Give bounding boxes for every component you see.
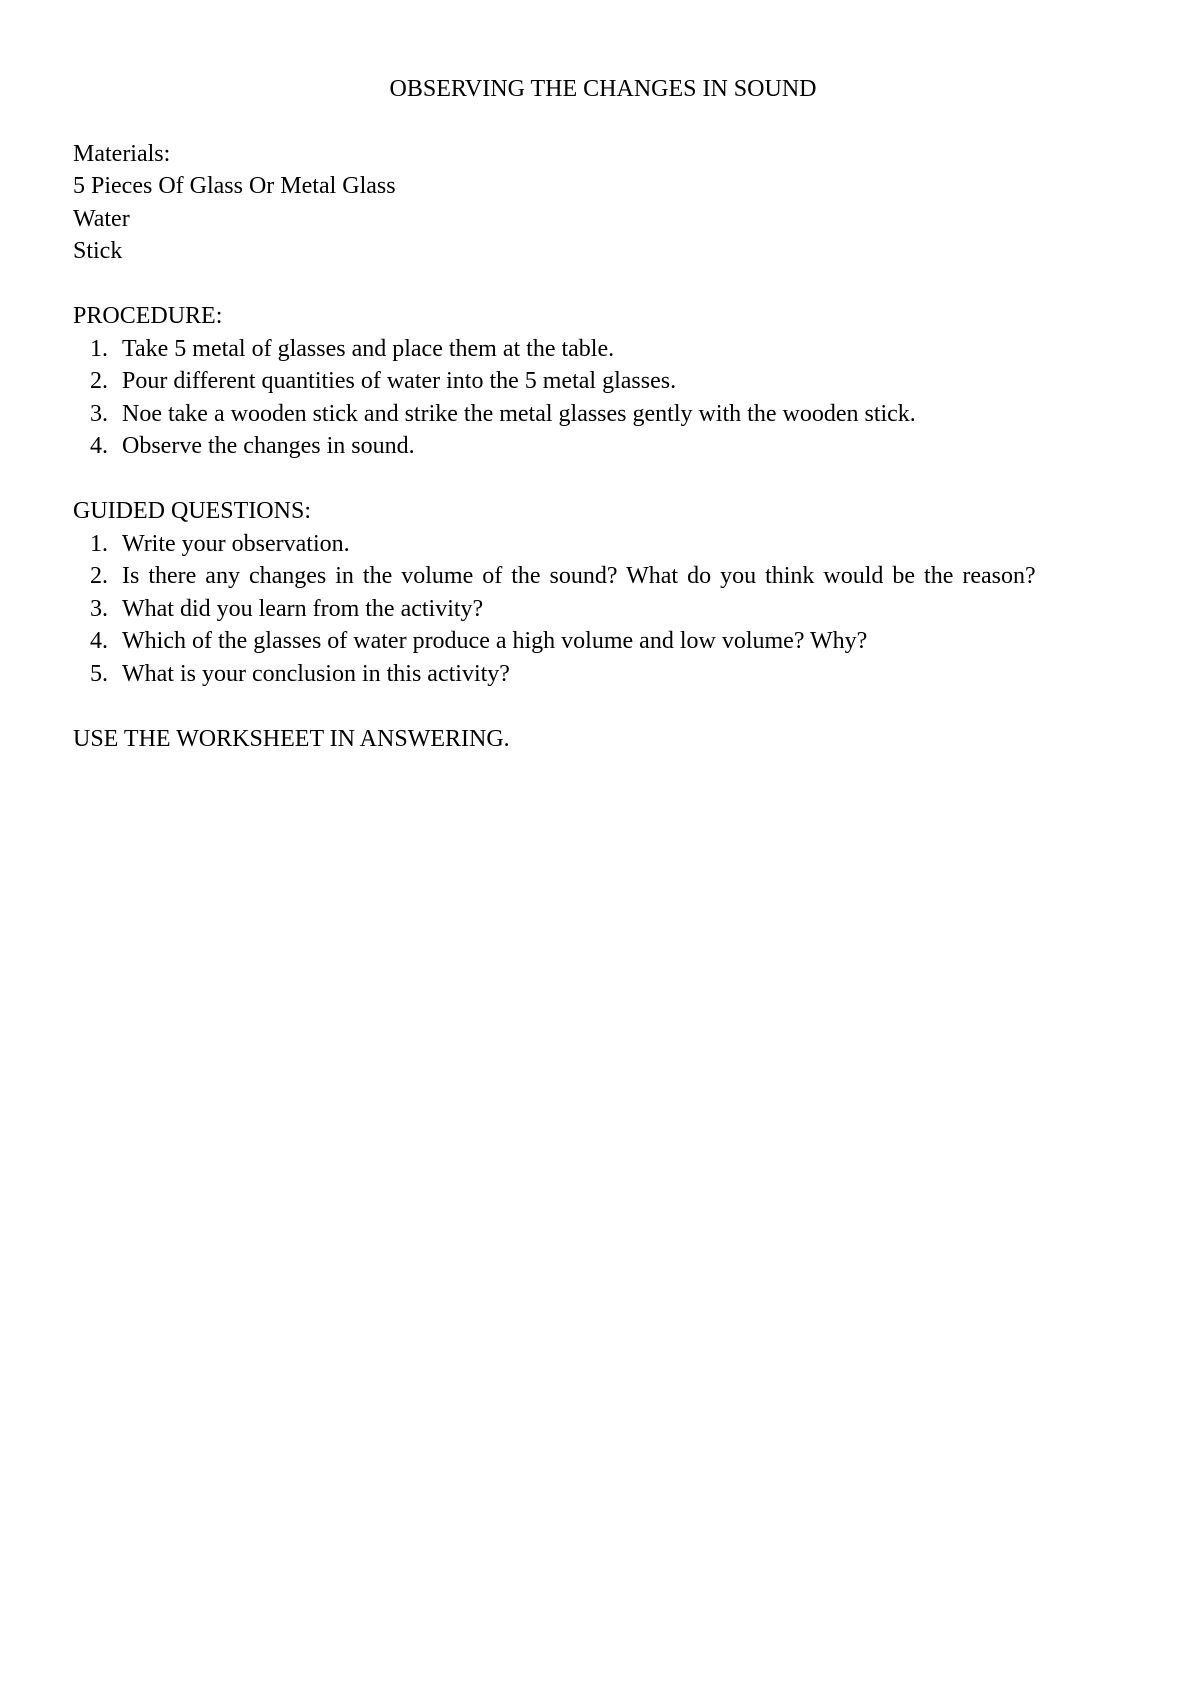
step-text: Observe the changes in sound.: [122, 433, 415, 459]
page-title: OBSERVING THE CHANGES IN SOUND: [389, 76, 817, 102]
materials-heading: Materials:: [73, 140, 171, 167]
step-text: Pour different quantities of water into the 5 metal glasses.: [122, 368, 677, 394]
footer-instruction: USE THE WORKSHEET IN ANSWERING.: [73, 725, 510, 752]
question-number: 1.: [90, 530, 108, 557]
procedure-list: [73, 333, 1133, 463]
document-content: [73, 73, 1133, 755]
question-number: 2.: [90, 563, 108, 589]
procedure-step: [73, 398, 1133, 431]
question-item: [73, 625, 1133, 658]
question-number: 4.: [90, 628, 108, 654]
procedure-heading: PROCEDURE:: [73, 303, 223, 329]
procedure-step: [73, 430, 1133, 463]
procedure-section: [73, 300, 1133, 463]
question-item: [73, 560, 1133, 593]
question-item: [73, 658, 1133, 691]
question-item: [73, 593, 1133, 626]
question-item: [73, 528, 1133, 561]
step-number: 3.: [90, 400, 108, 427]
step-number: 2.: [90, 368, 108, 394]
materials-section: [73, 138, 1133, 268]
procedure-step: [73, 333, 1133, 366]
section-spacer: [73, 268, 1133, 301]
section-spacer: [73, 463, 1133, 496]
step-number: 1.: [90, 335, 108, 362]
question-text: Which of the glasses of water produce a high volume and low volume? Why?: [122, 628, 868, 654]
materials-item: Water: [73, 205, 130, 232]
question-number: 3.: [90, 595, 108, 622]
question-number: 5.: [90, 660, 108, 687]
step-text: Take 5 metal of glasses and place them at the table.: [122, 335, 615, 362]
question-text: Is there any changes in the volume of the sound? What do you think would be the reason?: [122, 563, 1036, 589]
materials-item: Stick: [73, 238, 123, 264]
section-spacer: [73, 690, 1133, 723]
question-text: What did you learn from the activity?: [122, 595, 484, 622]
step-text: Noe take a wooden stick and strike the metal glasses gently with the wooden stick.: [122, 400, 916, 427]
guided-questions-heading: GUIDED QUESTIONS:: [73, 498, 311, 524]
guided-questions-list: [73, 528, 1133, 691]
question-text: What is your conclusion in this activity?: [122, 660, 510, 687]
materials-item: 5 Pieces Of Glass Or Metal Glass: [73, 173, 396, 199]
question-text: Write your observation.: [122, 530, 350, 557]
guided-questions-section: [73, 495, 1133, 690]
step-number: 4.: [90, 433, 108, 459]
procedure-step: [73, 365, 1133, 398]
